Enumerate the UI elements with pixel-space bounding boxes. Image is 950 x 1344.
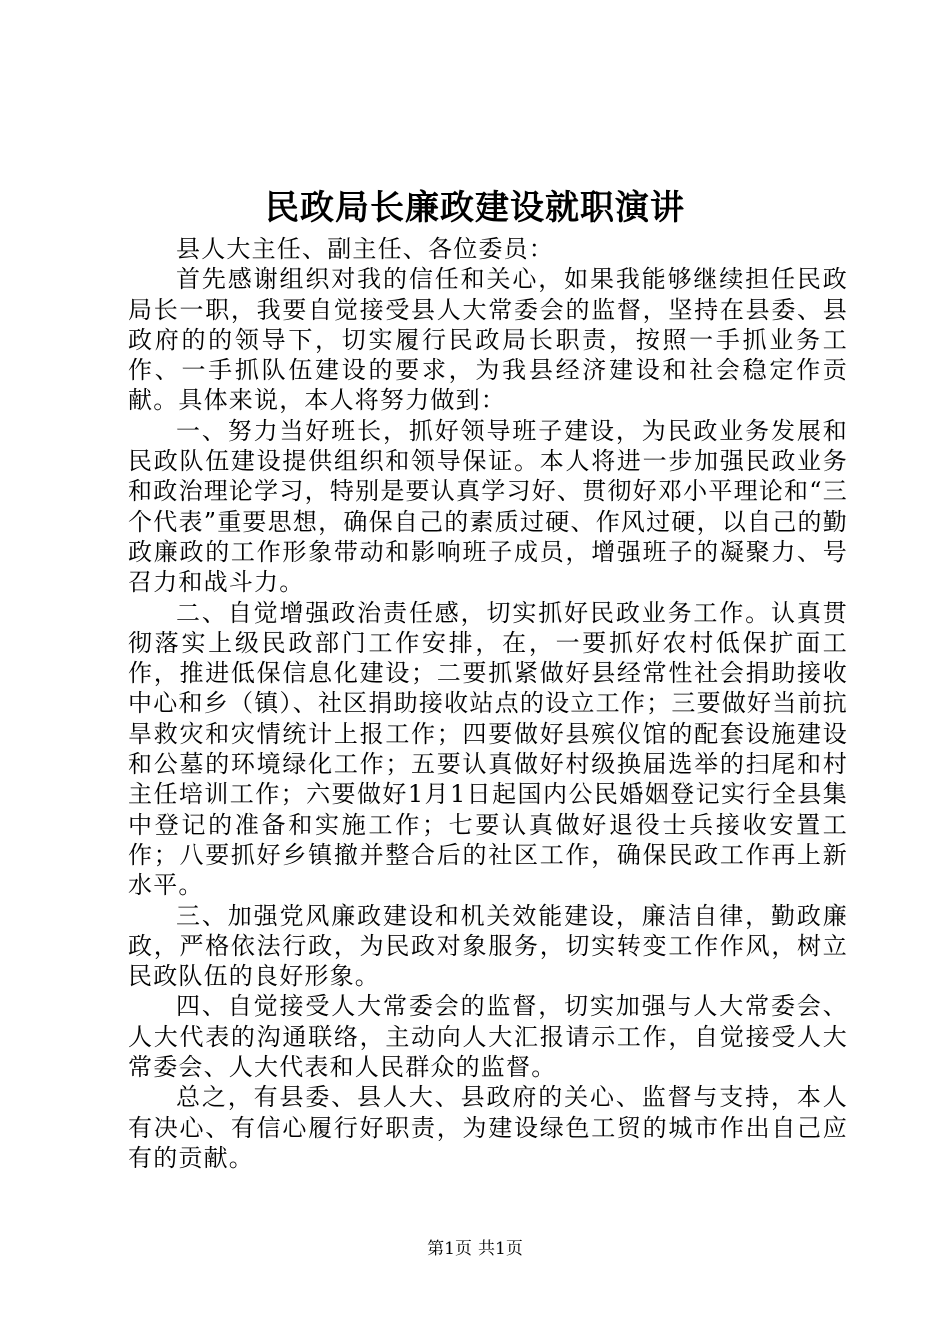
salutation-paragraph: 县人大主任、副主任、各位委员： bbox=[176, 235, 554, 263]
point-three-paragraph: 三、加强党风廉政建设和机关效能建设，廉洁自律，勤政廉政，严格依法行政，为民政对象服务，切实转变工作作风，树立民政队伍的良好形象。 bbox=[128, 901, 848, 991]
intro-paragraph: 首先感谢组织对我的信任和关心，如果我能够继续担任民政局长一职，我要自觉接受县人大常委会的监督，坚持在县委、县政府的的领导下，切实履行民政局长职责，按照一手抓业务工作、一手抓队伍建设的要求，为我县经济建设和社会稳定作贡献。具体来说，本人将努力做到： bbox=[128, 265, 848, 415]
document-title: 民政局长廉政建设就职演讲 bbox=[265, 188, 685, 228]
conclusion-paragraph: 总之，有县委、县人大、县政府的关心、监督与支持，本人有决心、有信心履行好职责，为建设绿色工贸的城市作出自己应有的贡献。 bbox=[128, 1083, 848, 1172]
point-two-paragraph: 二、自觉增强政治责任感，切实抓好民政业务工作。认真贯彻落实上级民政部门工作安排，在，一要抓好农村低保扩面工作，推进低保信息化建设；二要抓紧做好县经常性社会捐助接收中心和乡（镇）、社区捐助接收站点的设立工作；三要做好当前抗旱救灾和灾情统计上报工作；四要做好县殡仪馆的配套设施建设和公墓的环境绿化工作；五要认真做好村级换届选举的扫尾和村主任培训工作；六要做好1月1日起国内公民婚姻登记实行全县集中登记的准备和实施工作；七要认真做好退役士兵接收安置工作；八要抓好乡镇撤并整合后的社区工作，确保民政工作再上新水平。 bbox=[128, 598, 848, 900]
point-one-paragraph: 一、努力当好班长，抓好领导班子建设，为民政业务发展和民政队伍建设提供组织和领导保证。本人将进一步加强民政业务和政治理论学习，特别是要认真学习好、贯彻好邓小平理论和“三个代表”重要思想，确保自己的素质过硬、作风过硬，以自己的勤政廉政的工作形象带动和影响班子成员，增强班子的凝聚力、号召力和战斗力。 bbox=[128, 416, 848, 597]
point-four-paragraph: 四、自觉接受人大常委会的监督，切实加强与人大常委会、人大代表的沟通联络，主动向人大汇报请示工作，自觉接受人大常委会、人大代表和人民群众的监督。 bbox=[128, 992, 848, 1082]
document-body bbox=[128, 234, 848, 1173]
page-footer bbox=[0, 1238, 950, 1260]
page-total: 共1页 bbox=[478, 1239, 523, 1259]
page-number: 第1页 bbox=[427, 1239, 472, 1259]
